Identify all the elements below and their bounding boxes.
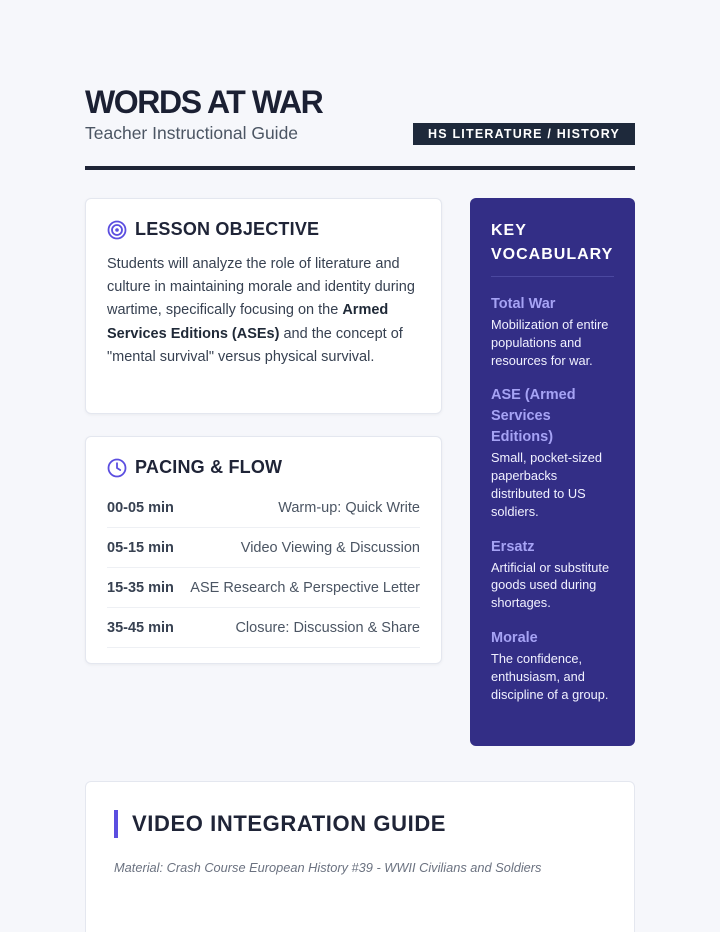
vocab-term	[491, 628, 614, 703]
lesson-objective-heading: LESSON OBJECTIVE	[135, 219, 320, 239]
vocab-term-definition: Small, pocket-sized paperbacks distributed to US soldiers.	[491, 450, 602, 519]
vocab-term-name: ASE (Armed Services Editions)	[491, 387, 576, 446]
pacing-activity: Warm-up: Quick Write	[278, 499, 420, 516]
page-title: WORDS AT WAR	[85, 84, 323, 120]
pacing-card	[85, 436, 442, 664]
vocab-term-name: Total War	[491, 296, 556, 312]
pacing-time: 35-45 min	[107, 619, 174, 636]
header-divider	[85, 166, 635, 170]
page-subtitle: Teacher Instructional Guide	[85, 123, 299, 143]
target-icon	[107, 220, 127, 240]
video-integration-heading: VIDEO INTEGRATION GUIDE	[114, 810, 606, 838]
vocab-term-definition: Mobilization of entire populations and resources for war.	[491, 317, 609, 368]
video-material-text: Material: Crash Course European History #39 - WWII Civilians and Soldiers	[114, 860, 542, 875]
lesson-objective-text: Students will analyze the role of literature and culture in maintaining morale and identity during wartime, specifically focusing on the Armed Services Editions (ASEs) and the concept of "mental survival" versus physical survival.	[107, 256, 415, 365]
pacing-header	[107, 457, 420, 478]
pacing-row	[107, 488, 420, 528]
vocab-term-name: Morale	[491, 629, 538, 646]
pacing-activity: Video Viewing & Discussion	[240, 539, 420, 556]
vocabulary-heading: KEY VOCABULARY	[491, 219, 614, 277]
vocab-term	[491, 385, 614, 520]
vocab-term-definition: The confidence, enthusiasm, and discipline of a group.	[491, 650, 609, 702]
vocab-term-definition: Artificial or substitute goods used during shortages.	[491, 559, 610, 611]
pacing-time: 00-05 min	[107, 499, 174, 516]
vocab-term	[491, 294, 614, 369]
pacing-activity: ASE Research & Perspective Letter	[190, 579, 420, 596]
pacing-heading: PACING & FLOW	[135, 457, 283, 477]
subject-tag: HS LITERATURE / HISTORY	[413, 123, 635, 145]
clock-icon	[107, 458, 127, 478]
pacing-activity: Closure: Discussion & Share	[235, 619, 420, 636]
pacing-row	[107, 568, 420, 608]
vocab-term	[491, 537, 614, 612]
pacing-time: 15-35 min	[107, 579, 174, 596]
key-vocabulary-panel	[470, 198, 635, 746]
vocab-term-name: Ersatz	[491, 538, 535, 555]
pacing-list	[107, 488, 420, 648]
lesson-objective-card	[85, 198, 442, 414]
video-integration-card	[85, 781, 635, 932]
pacing-row	[107, 608, 420, 648]
lesson-objective-header	[107, 219, 420, 240]
header	[85, 86, 635, 144]
pacing-time: 05-15 min	[107, 539, 174, 556]
pacing-row	[107, 528, 420, 568]
